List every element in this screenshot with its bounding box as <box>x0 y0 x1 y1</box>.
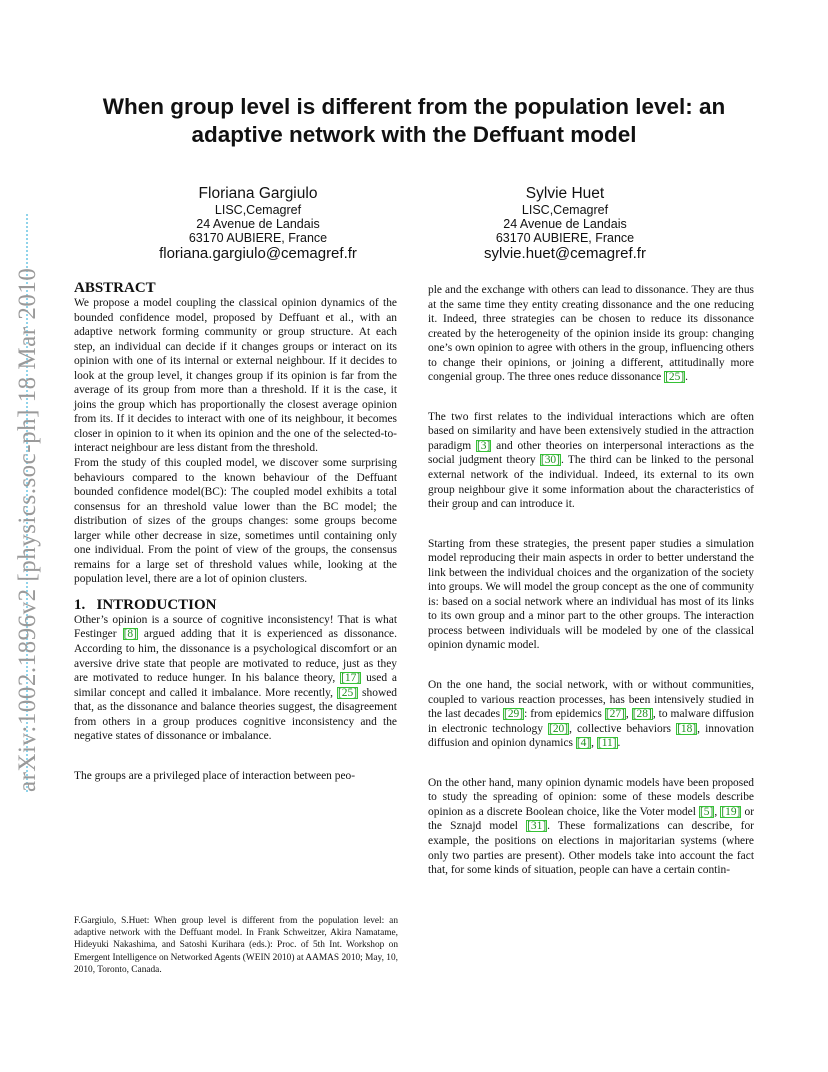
citation-link[interactable]: [17] <box>341 672 361 685</box>
intro-heading: 1. INTRODUCTION <box>74 596 217 613</box>
citation-link[interactable]: [5] <box>700 805 714 818</box>
citation-link[interactable]: [20] <box>549 722 569 735</box>
citation-link[interactable]: [30] <box>540 454 560 467</box>
citation-link[interactable]: [25] <box>665 371 685 384</box>
citation-link[interactable]: [27] <box>605 708 625 721</box>
citation-link[interactable]: [11] <box>597 737 617 750</box>
citation-link[interactable]: [28] <box>632 708 652 721</box>
citation-link[interactable]: [3] <box>477 439 491 452</box>
arxiv-stamp: arXiv:1002.1896v2 [physics.soc-ph] 18 Mar 2010 <box>14 267 41 792</box>
body-paragraph-1: ple and the exchange with others can lead to dissonance. They are thus at the same time they entity creating dissonance and the one reducing it. Indeed, three strategies can be chosen to reduce its dissonance created by the heterogeneity of the opinion inside its group: changing one’s own opinion to agree with others in the group, influencing others to change their opinions, or joining a different, attitudinally more congenial group. The three ones reduce dissonance [25]. <box>428 284 754 384</box>
publication-footnote: F.Gargiulo, S.Huet: When group level is different from the population level: an adaptive network with the Deffuant model. In Frank Schweitzer, Akira Namatame, Hideyuki Nakashima, and Satoshi Kurihara (eds.): Proc. of 5th Int. Workshop on Emergent Intelligence on Networked Agents (WEIN 2010) at AAMAS 2010; May, 10, 2010, Toronto, Canada. <box>74 916 398 975</box>
citation-link[interactable]: [18] <box>677 722 697 735</box>
abstract-paragraph-1: We propose a model coupling the classical opinion dynamics of the bounded confidence model, proposed by Deffuant et al., with an adaptive network forming community or group structure. At each step, an individual can decide if it changes groups or interact on its opinion with one of its internal or external neighbour. If it decides to look at the group level, it changes group if its opinion is far from the average of its group from more than a threshold. If it is the case, it joins the group which has proportionally the closest average opinion from its. If it decides to interact with one of its neighbour, it becomes closer in opinion to it when its opinion and the one of the selected-to-interact neighbour are less distant from the threshold. <box>74 297 397 455</box>
citation-link[interactable]: [4] <box>576 737 591 750</box>
author-street: 24 Avenue de Landais <box>503 217 627 231</box>
intro-paragraph-1: Other’s opinion is a source of cognitive inconsistency! That is what Festinger [8] argued adding that it is experienced as dissonance. According to him, the dissonance is a psychological discomfort or an aversive drive state that people are motivated to reduce, just as they are motivated to reduce hunger. In his balance theory, [17] used a similar concept and called it imbalance. More recently, [25] showed that, as the dissonance and balance theories suggest, the disagreement from others in a group produces cognitive inconsistency and the negative states of dissonance or imbalance. <box>74 613 397 743</box>
citation-link[interactable]: [8] <box>123 628 137 641</box>
citation-link[interactable]: [29] <box>504 708 524 721</box>
author-org: LISC,Cemagref <box>214 203 302 217</box>
author-name: Floriana Gargiulo <box>198 185 318 202</box>
body-paragraph-5: On the other hand, many opinion dynamic models have been proposed to study the spreading of opinion: some of these models describe opinion as a discrete Boolean choice, like the Voter model [5], [19] or the Sznajd model [31]. These formalizations can describe, for example, the positions on elections in majoritarian systems (where only two parties are present). Other models take into account the fact that, for some kinds of situation, people can have a certain contin- <box>428 776 755 877</box>
author-email[interactable]: sylvie.huet@cemagref.fr <box>484 245 646 262</box>
body-paragraph-2: The two first relates to the individual interactions which are often based on similarity and have been extensively studied in the attraction paradigm [3] and other theories on interpersonal interactions as the social judgment theory [30]. The third can be linked to the personal external network of the individual. Indeed, its external to its own group neighbour give it some information about the characteristics of their group and can introduce it. <box>428 410 754 511</box>
abstract-heading: ABSTRACT <box>74 280 156 296</box>
citation-link[interactable]: [25] <box>338 686 358 699</box>
author-city: 63170 AUBIERE, France <box>495 231 635 245</box>
right-column <box>428 283 754 878</box>
body-paragraph-4: On the one hand, the social network, with or without communities, coupled to various reaction processes, has been intensively studied in the last decades [29]: from epidemics [27], [28], to malware diffusion in electronic technology [20], collective behaviors [18], innovation diffusion and opinion dynamics [4], [11]. <box>428 679 754 750</box>
citation-link[interactable]: [31] <box>527 820 547 833</box>
author-org: LISC,Cemagref <box>521 203 609 217</box>
intro-paragraph-2: The groups are a privileged place of interaction between peo- <box>74 769 356 782</box>
author-2 <box>415 184 715 262</box>
author-city: 63170 AUBIERE, France <box>188 231 328 245</box>
body-paragraph-3: Starting from these strategies, the present paper studies a simulation model reproducing their main aspects in order to better understand the link between the individual choices and the organization of the society into groups. We will model the group concept as the one of community is: based on a social network where an individual has most of its links to its own group and a minor part to the other groups. The interaction process between individuals will be modeled by one of the classical opinion dynamic model. <box>428 537 754 652</box>
left-column <box>74 280 397 783</box>
author-name: Sylvie Huet <box>525 185 605 202</box>
author-street: 24 Avenue de Landais <box>196 217 320 231</box>
citation-link[interactable]: [19] <box>721 805 741 818</box>
paper-title: When group level is different from the population level: an adaptive network with the Deffuant model <box>102 94 726 147</box>
author-email[interactable]: floriana.gargiulo@cemagref.fr <box>159 245 357 262</box>
author-1 <box>108 184 408 262</box>
abstract-paragraph-2: From the study of this coupled model, we discover some surprising behaviours compared to the known behaviour of the Deffuant bounded confidence model(BC): The coupled model exhibits a total consensus for an threshold value lower than the BC model; the distribution of sizes of the groups changes: some groups become larger while other decrease in size, sometimes until containing only one individual. From the point of view of the groups, the consensus remains for a large set of threshold values while, looking at the population level, there are a lot of opinion clusters. <box>74 457 397 586</box>
